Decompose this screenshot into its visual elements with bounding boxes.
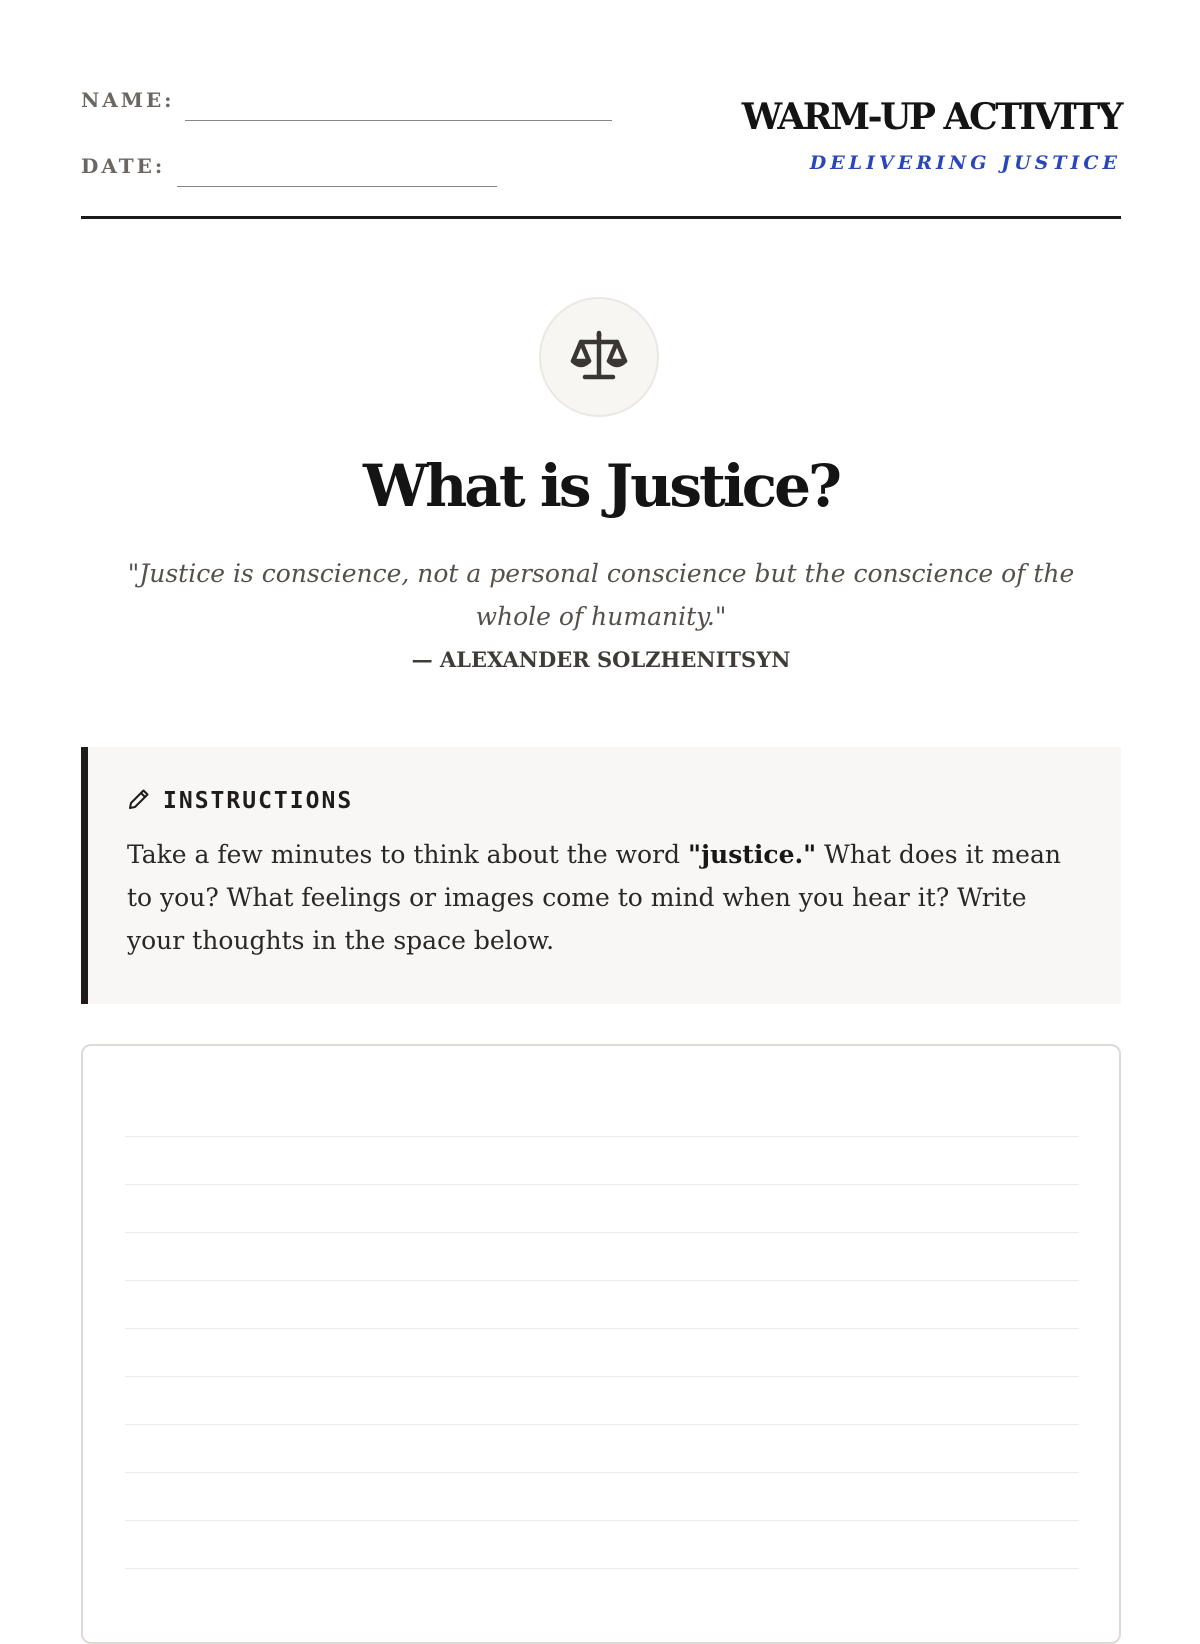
worksheet-header	[81, 82, 1121, 219]
activity-subtitle: DELIVERING JUSTICE	[809, 152, 1121, 174]
writing-line	[125, 1136, 1079, 1137]
writing-line	[125, 1232, 1079, 1233]
instructions-emphasis: "justice."	[687, 840, 817, 869]
instructions-text-part: What does it mean to you? What feelings or images come to mind when you hear it? Write your thoughts in the space below.	[127, 840, 1061, 955]
response-writing-area[interactable]	[81, 1044, 1121, 1644]
writing-line	[125, 1376, 1079, 1377]
name-label: NAME:	[81, 88, 175, 112]
writing-line	[125, 1280, 1079, 1281]
writing-line	[125, 1328, 1079, 1329]
quote-author: — ALEXANDER SOLZHENITSYN	[411, 647, 791, 672]
writing-line	[125, 1184, 1079, 1185]
name-field[interactable]	[185, 120, 612, 121]
page-title: What is Justice?	[362, 452, 840, 520]
instructions-header	[127, 787, 353, 815]
instructions-text	[127, 833, 1067, 962]
activity-title: WARM-UP ACTIVITY	[741, 96, 1121, 138]
writing-line	[125, 1568, 1079, 1569]
quote-text: "Justice is conscience, not a personal conscience but the conscience of the whole of humanity."	[127, 559, 1075, 631]
writing-line	[125, 1424, 1079, 1425]
instructions-panel	[81, 747, 1121, 1004]
pencil-icon	[127, 787, 151, 815]
writing-line	[125, 1472, 1079, 1473]
date-label: DATE:	[81, 154, 166, 178]
date-field[interactable]	[177, 186, 497, 187]
writing-line	[125, 1520, 1079, 1521]
instructions-text-part: Take a few minutes to think about the word	[127, 840, 688, 869]
worksheet-page	[81, 0, 1121, 1600]
scale-of-justice-icon	[539, 297, 659, 417]
instructions-title: INSTRUCTIONS	[163, 788, 354, 814]
